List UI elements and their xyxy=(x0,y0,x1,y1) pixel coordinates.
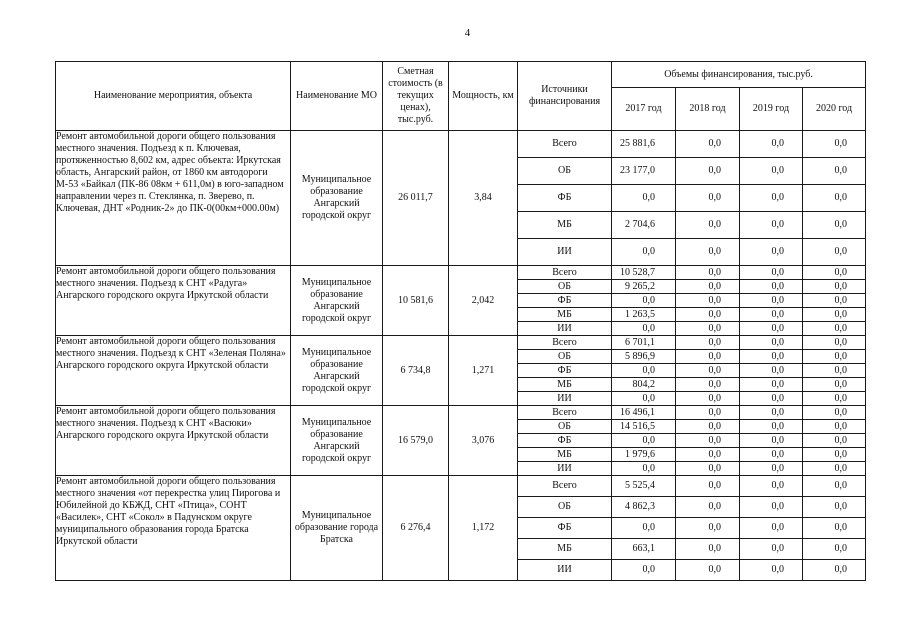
funding-value-cell xyxy=(740,185,803,212)
funding-value: 0,0 xyxy=(708,378,721,390)
funding-value-cell xyxy=(803,392,866,406)
funding-value-cell xyxy=(803,158,866,185)
funding-value: 0,0 xyxy=(708,406,721,418)
project-cost: 26 011,7 xyxy=(383,131,449,266)
funding-value-cell xyxy=(612,131,676,158)
funding-value: 804,2 xyxy=(632,378,655,390)
funding-value: 0,0 xyxy=(708,280,721,292)
funding-value: 0,0 xyxy=(834,522,848,533)
funding-value-cell xyxy=(803,322,866,336)
funding-value-cell xyxy=(676,378,740,392)
project-name: Ремонт автомобильной дороги общего пользования местного значения. Подъезд к СНТ «Зеленая Поляна» Ангарского городского округа Иркутской области xyxy=(56,336,291,406)
funding-value: 0,0 xyxy=(771,501,784,512)
funding-value-cell xyxy=(740,476,803,497)
funding-value-cell xyxy=(676,350,740,364)
funding-value: 0,0 xyxy=(642,462,655,474)
funding-value: 0,0 xyxy=(642,392,655,404)
funding-value-cell xyxy=(612,322,676,336)
funding-value: 0,0 xyxy=(708,543,721,554)
header-year: 2019 год xyxy=(740,88,803,131)
funding-source: ФБ xyxy=(518,434,612,448)
funding-value-cell xyxy=(740,158,803,185)
funding-value: 14 516,5 xyxy=(620,420,655,432)
funding-value-cell xyxy=(612,420,676,434)
funding-value: 0,0 xyxy=(642,522,655,533)
funding-value-cell xyxy=(740,518,803,539)
funding-value: 0,0 xyxy=(834,378,848,390)
funding-value: 0,0 xyxy=(771,434,784,446)
funding-value: 0,0 xyxy=(834,336,848,348)
project-name: Ремонт автомобильной дороги общего пользования местного значения. Подъезд к СНТ «Васюки» Ангарского городского округа Иркутской области xyxy=(56,406,291,476)
project-name: Ремонт автомобильной дороги общего пользования местного значения. Подъезд к п. Ключевая, протяженностью 8,602 км, адрес объекта: Иркутская область, Ангарский район, от 1860 км автодороги М-53 «Байкал (ПК-86 08км + 611,0м) в юго-западном направлении через п. Стеклянка, п. Зверево, п. Ключевая, ДНТ «Родник-2» до ПК-0(00км+000.00м) xyxy=(56,131,291,266)
funding-value-cell xyxy=(676,560,740,581)
project-mo: Муниципальное образование города Братска xyxy=(291,476,383,581)
project-capacity: 2,042 xyxy=(449,266,518,336)
funding-value: 5 896,9 xyxy=(625,350,655,362)
funding-value: 0,0 xyxy=(708,434,721,446)
funding-source: ОБ xyxy=(518,497,612,518)
funding-value: 0,0 xyxy=(708,564,721,575)
funding-value: 0,0 xyxy=(771,165,784,176)
funding-value-cell xyxy=(740,539,803,560)
funding-value: 0,0 xyxy=(708,522,721,533)
funding-value-cell xyxy=(740,497,803,518)
project-name: Ремонт автомобильной дороги общего пользования местного значения «от перекрестка улиц Пирогова и Юбилейной до КБЖД, СНТ «Птица», СОНТ «Василек», СНТ «Сокол» в Падунском округе муниципального образования города Братска Иркутской области xyxy=(56,476,291,581)
table-row xyxy=(56,131,866,158)
project-cost: 6 276,4 xyxy=(383,476,449,581)
funding-source: ОБ xyxy=(518,350,612,364)
funding-value-cell xyxy=(740,131,803,158)
funding-value: 0,0 xyxy=(771,246,784,257)
table-body xyxy=(56,131,866,581)
funding-value: 0,0 xyxy=(771,192,784,203)
page-number: 4 xyxy=(464,27,471,39)
funding-value-cell xyxy=(612,476,676,497)
funding-value-cell xyxy=(676,266,740,280)
project-mo: Муниципальное образование Ангарский городской округ xyxy=(291,336,383,406)
funding-value: 0,0 xyxy=(834,192,848,203)
header-sources: Источники финансирования xyxy=(518,62,612,131)
funding-value: 1 263,5 xyxy=(625,308,655,320)
funding-value-cell xyxy=(612,158,676,185)
funding-value: 0,0 xyxy=(642,564,655,575)
funding-value-cell xyxy=(803,539,866,560)
funding-source: Всего xyxy=(518,476,612,497)
funding-value-cell xyxy=(676,518,740,539)
project-capacity: 3,84 xyxy=(449,131,518,266)
funding-source: ИИ xyxy=(518,560,612,581)
funding-value: 0,0 xyxy=(771,308,784,320)
funding-value: 25 881,6 xyxy=(620,138,655,149)
funding-value-cell xyxy=(612,406,676,420)
funding-value-cell xyxy=(740,266,803,280)
funding-value-cell xyxy=(676,336,740,350)
funding-value: 0,0 xyxy=(834,392,848,404)
funding-value: 0,0 xyxy=(834,280,848,292)
table-header xyxy=(56,62,866,131)
funding-value-cell xyxy=(612,212,676,239)
funding-source: ИИ xyxy=(518,392,612,406)
funding-value-cell xyxy=(740,212,803,239)
funding-value-cell xyxy=(740,239,803,266)
funding-value-cell xyxy=(612,539,676,560)
funding-value-cell xyxy=(612,378,676,392)
funding-value: 0,0 xyxy=(834,350,848,362)
funding-value-cell xyxy=(676,392,740,406)
funding-value: 0,0 xyxy=(708,480,721,491)
funding-value-cell xyxy=(803,336,866,350)
project-capacity: 3,076 xyxy=(449,406,518,476)
project-cost: 16 579,0 xyxy=(383,406,449,476)
funding-value-cell xyxy=(740,280,803,294)
funding-value: 0,0 xyxy=(771,564,784,575)
funding-value: 0,0 xyxy=(834,448,848,460)
table-row xyxy=(56,336,866,350)
funding-value-cell xyxy=(803,434,866,448)
funding-value-cell xyxy=(612,266,676,280)
funding-value-cell xyxy=(803,406,866,420)
funding-value: 0,0 xyxy=(642,322,655,334)
funding-value-cell xyxy=(740,448,803,462)
funding-value: 0,0 xyxy=(834,308,848,320)
funding-value: 0,0 xyxy=(834,165,848,176)
funding-value-cell xyxy=(803,378,866,392)
funding-source: МБ xyxy=(518,378,612,392)
project-mo: Муниципальное образование Ангарский городской округ xyxy=(291,406,383,476)
funding-value: 0,0 xyxy=(642,294,655,306)
funding-value: 0,0 xyxy=(771,138,784,149)
header-capacity: Мощность, км xyxy=(449,62,518,131)
funding-value: 0,0 xyxy=(834,219,848,230)
funding-value-cell xyxy=(803,497,866,518)
table-row xyxy=(56,266,866,280)
funding-value-cell xyxy=(803,308,866,322)
funding-value: 0,0 xyxy=(708,364,721,376)
funding-value: 0,0 xyxy=(834,246,848,257)
funding-value-cell xyxy=(740,392,803,406)
funding-value: 0,0 xyxy=(642,434,655,446)
funding-source: ИИ xyxy=(518,322,612,336)
funding-value: 0,0 xyxy=(642,192,655,203)
funding-value-cell xyxy=(676,497,740,518)
funding-value-cell xyxy=(740,322,803,336)
funding-value: 0,0 xyxy=(834,543,848,554)
funding-value-cell xyxy=(803,560,866,581)
funding-source: ИИ xyxy=(518,239,612,266)
funding-value: 0,0 xyxy=(771,280,784,292)
funding-value: 0,0 xyxy=(708,138,721,149)
project-mo: Муниципальное образование Ангарский городской округ xyxy=(291,131,383,266)
funding-value: 0,0 xyxy=(771,350,784,362)
funding-value: 0,0 xyxy=(771,448,784,460)
funding-value: 0,0 xyxy=(834,501,848,512)
funding-source: Всего xyxy=(518,336,612,350)
funding-value: 0,0 xyxy=(834,138,848,149)
funding-value-cell xyxy=(676,212,740,239)
funding-value-cell xyxy=(676,420,740,434)
header-year: 2020 год xyxy=(803,88,866,131)
funding-value: 0,0 xyxy=(834,364,848,376)
funding-value: 23 177,0 xyxy=(620,165,655,176)
funding-value-cell xyxy=(740,420,803,434)
header-cost: Сметная стоимость (в текущих ценах), тыс.руб. xyxy=(383,62,449,131)
funding-value: 0,0 xyxy=(708,308,721,320)
funding-value: 0,0 xyxy=(771,322,784,334)
funding-value: 0,0 xyxy=(771,364,784,376)
funding-value-cell xyxy=(803,476,866,497)
funding-value-cell xyxy=(612,308,676,322)
funding-value-cell xyxy=(676,448,740,462)
funding-value-cell xyxy=(612,448,676,462)
financing-table xyxy=(55,61,866,581)
funding-value-cell xyxy=(612,364,676,378)
funding-value: 0,0 xyxy=(642,246,655,257)
funding-source: ИИ xyxy=(518,462,612,476)
funding-value: 5 525,4 xyxy=(625,480,655,491)
funding-value: 0,0 xyxy=(708,219,721,230)
funding-value-cell xyxy=(740,294,803,308)
funding-value-cell xyxy=(676,131,740,158)
funding-value-cell xyxy=(612,560,676,581)
funding-value-cell xyxy=(676,294,740,308)
funding-value-cell xyxy=(803,266,866,280)
funding-value-cell xyxy=(803,350,866,364)
project-name: Ремонт автомобильной дороги общего пользования местного значения. Подъезд к СНТ «Радуга» Ангарского городского округа Иркутской области xyxy=(56,266,291,336)
funding-source: ФБ xyxy=(518,364,612,378)
funding-value: 0,0 xyxy=(708,350,721,362)
funding-source: ФБ xyxy=(518,185,612,212)
funding-value-cell xyxy=(676,476,740,497)
funding-value-cell xyxy=(803,212,866,239)
funding-value: 10 528,7 xyxy=(620,266,655,278)
funding-value-cell xyxy=(676,185,740,212)
funding-value: 0,0 xyxy=(708,501,721,512)
funding-value-cell xyxy=(676,322,740,336)
funding-source: Всего xyxy=(518,266,612,280)
funding-value: 0,0 xyxy=(708,192,721,203)
funding-value-cell xyxy=(740,560,803,581)
header-name: Наименование мероприятия, объекта xyxy=(56,62,291,131)
funding-value: 0,0 xyxy=(708,392,721,404)
funding-value: 0,0 xyxy=(708,266,721,278)
funding-value: 0,0 xyxy=(771,378,784,390)
funding-value-cell xyxy=(676,158,740,185)
funding-value-cell xyxy=(612,434,676,448)
funding-source: Всего xyxy=(518,406,612,420)
funding-value-cell xyxy=(740,336,803,350)
funding-value-cell xyxy=(803,364,866,378)
funding-value-cell xyxy=(803,420,866,434)
funding-source: ОБ xyxy=(518,420,612,434)
funding-value-cell xyxy=(803,280,866,294)
funding-source: ФБ xyxy=(518,294,612,308)
funding-value: 0,0 xyxy=(708,246,721,257)
header-year: 2017 год xyxy=(612,88,676,131)
funding-source: Всего xyxy=(518,131,612,158)
funding-source: ФБ xyxy=(518,518,612,539)
funding-source: МБ xyxy=(518,448,612,462)
funding-value-cell xyxy=(803,294,866,308)
funding-value: 0,0 xyxy=(642,364,655,376)
funding-value-cell xyxy=(612,239,676,266)
funding-value: 0,0 xyxy=(771,336,784,348)
funding-value: 0,0 xyxy=(771,266,784,278)
header-mo: Наименование МО xyxy=(291,62,383,131)
funding-value: 0,0 xyxy=(771,522,784,533)
project-mo: Муниципальное образование Ангарский городской округ xyxy=(291,266,383,336)
project-capacity: 1,172 xyxy=(449,476,518,581)
funding-source: ОБ xyxy=(518,280,612,294)
funding-value-cell xyxy=(676,434,740,448)
funding-value-cell xyxy=(612,350,676,364)
funding-value: 4 862,3 xyxy=(625,501,655,512)
funding-value-cell xyxy=(740,462,803,476)
funding-value-cell xyxy=(803,185,866,212)
funding-value-cell xyxy=(803,448,866,462)
funding-value: 2 704,6 xyxy=(625,219,655,230)
funding-value: 6 701,1 xyxy=(625,336,655,348)
project-cost: 6 734,8 xyxy=(383,336,449,406)
funding-value-cell xyxy=(740,378,803,392)
funding-value: 0,0 xyxy=(771,392,784,404)
funding-source: МБ xyxy=(518,212,612,239)
funding-value: 0,0 xyxy=(771,294,784,306)
funding-value-cell xyxy=(676,364,740,378)
funding-value: 0,0 xyxy=(708,294,721,306)
funding-value: 663,1 xyxy=(632,543,655,554)
header-year: 2018 год xyxy=(676,88,740,131)
funding-value-cell xyxy=(740,350,803,364)
funding-value: 0,0 xyxy=(771,462,784,474)
table-row xyxy=(56,406,866,420)
funding-value-cell xyxy=(612,336,676,350)
funding-value: 0,0 xyxy=(834,322,848,334)
funding-value: 0,0 xyxy=(834,294,848,306)
funding-value-cell xyxy=(676,539,740,560)
funding-value-cell xyxy=(612,497,676,518)
funding-value-cell xyxy=(612,294,676,308)
funding-value-cell xyxy=(740,308,803,322)
funding-value-cell xyxy=(612,462,676,476)
funding-value: 0,0 xyxy=(771,406,784,418)
funding-value: 0,0 xyxy=(708,448,721,460)
funding-value: 0,0 xyxy=(708,462,721,474)
funding-value: 0,0 xyxy=(834,406,848,418)
funding-source: ОБ xyxy=(518,158,612,185)
funding-value-cell xyxy=(612,518,676,539)
funding-source: МБ xyxy=(518,308,612,322)
funding-value: 0,0 xyxy=(834,462,848,474)
funding-value: 0,0 xyxy=(771,420,784,432)
header-volumes: Объемы финансирования, тыс.руб. xyxy=(612,62,866,88)
funding-value: 0,0 xyxy=(708,420,721,432)
funding-value: 9 265,2 xyxy=(625,280,655,292)
funding-value: 0,0 xyxy=(834,266,848,278)
funding-value-cell xyxy=(676,280,740,294)
table-row xyxy=(56,476,866,497)
funding-value-cell xyxy=(803,518,866,539)
funding-value-cell xyxy=(676,239,740,266)
funding-value-cell xyxy=(612,280,676,294)
project-cost: 10 581,6 xyxy=(383,266,449,336)
funding-value-cell xyxy=(740,406,803,420)
funding-value-cell xyxy=(676,462,740,476)
funding-value: 0,0 xyxy=(834,420,848,432)
funding-value: 0,0 xyxy=(708,322,721,334)
funding-value: 0,0 xyxy=(771,543,784,554)
funding-value-cell xyxy=(612,185,676,212)
funding-value-cell xyxy=(803,462,866,476)
funding-value: 1 979,6 xyxy=(625,448,655,460)
funding-value: 0,0 xyxy=(834,480,848,491)
project-capacity: 1,271 xyxy=(449,336,518,406)
funding-value: 0,0 xyxy=(771,219,784,230)
funding-value-cell xyxy=(676,406,740,420)
funding-value: 0,0 xyxy=(834,434,848,446)
funding-value: 0,0 xyxy=(771,480,784,491)
funding-value-cell xyxy=(803,239,866,266)
funding-value-cell xyxy=(803,131,866,158)
funding-value-cell xyxy=(740,364,803,378)
funding-value-cell xyxy=(740,434,803,448)
funding-value: 16 496,1 xyxy=(620,406,655,418)
funding-value: 0,0 xyxy=(834,564,848,575)
funding-value: 0,0 xyxy=(708,336,721,348)
funding-value-cell xyxy=(676,308,740,322)
funding-value-cell xyxy=(612,392,676,406)
funding-source: МБ xyxy=(518,539,612,560)
funding-value: 0,0 xyxy=(708,165,721,176)
